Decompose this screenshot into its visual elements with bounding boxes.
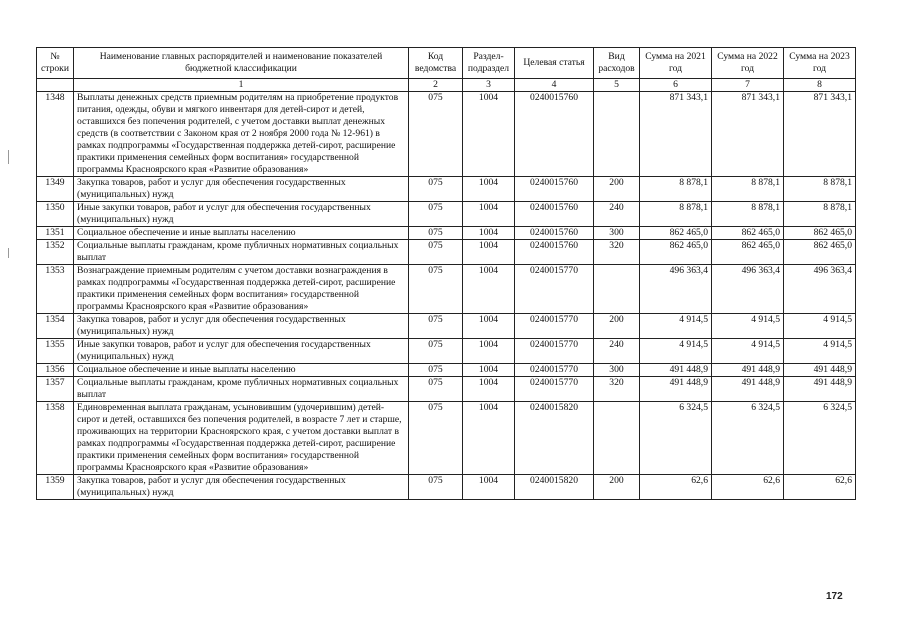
table-row (37, 92, 856, 177)
column-number: 3 (463, 79, 515, 92)
row-number: 1351 (37, 227, 74, 240)
row-expense-type (594, 265, 640, 314)
row-sum-2023: 862 465,0 (784, 227, 856, 240)
header-department-code: Код ведомства (409, 48, 463, 79)
row-name: Социальное обеспечение и иные выплаты населению (74, 227, 409, 240)
row-number: 1356 (37, 364, 74, 377)
table-row (37, 240, 856, 265)
header-name: Наименование главных распорядителей и наименование показателей бюджетной классификации (74, 48, 409, 79)
row-sum-2023: 4 914,5 (784, 339, 856, 364)
row-sum-2023: 8 878,1 (784, 202, 856, 227)
row-sum-2021: 491 448,9 (640, 364, 712, 377)
row-sum-2022: 62,6 (712, 475, 784, 500)
row-expense-type: 320 (594, 377, 640, 402)
row-sum-2021: 491 448,9 (640, 377, 712, 402)
row-section: 1004 (463, 227, 515, 240)
row-target-article: 0240015770 (515, 364, 594, 377)
row-sum-2021: 6 324,5 (640, 402, 712, 475)
row-sum-2022: 496 363,4 (712, 265, 784, 314)
row-target-article: 0240015770 (515, 377, 594, 402)
row-name: Иные закупки товаров, работ и услуг для обеспечения государственных (муниципальных) нужд (74, 339, 409, 364)
row-department-code: 075 (409, 177, 463, 202)
row-sum-2021: 62,6 (640, 475, 712, 500)
row-target-article: 0240015760 (515, 177, 594, 202)
table-row (37, 402, 856, 475)
row-sum-2022: 491 448,9 (712, 364, 784, 377)
row-target-article: 0240015770 (515, 314, 594, 339)
row-number: 1353 (37, 265, 74, 314)
table-row (37, 377, 856, 402)
row-sum-2022: 6 324,5 (712, 402, 784, 475)
table-row (37, 475, 856, 500)
row-target-article: 0240015760 (515, 227, 594, 240)
row-sum-2021: 871 343,1 (640, 92, 712, 177)
row-department-code: 075 (409, 240, 463, 265)
row-department-code: 075 (409, 92, 463, 177)
row-number: 1349 (37, 177, 74, 202)
page-number: 172 (826, 591, 843, 602)
header-row-number: № строки (37, 48, 74, 79)
row-number: 1348 (37, 92, 74, 177)
row-target-article: 0240015760 (515, 92, 594, 177)
scan-edge-mark (8, 248, 9, 258)
row-target-article: 0240015760 (515, 202, 594, 227)
row-expense-type: 200 (594, 177, 640, 202)
row-number: 1354 (37, 314, 74, 339)
row-department-code: 075 (409, 402, 463, 475)
column-number: 5 (594, 79, 640, 92)
header-sum-2022: Сумма на 2022 год (712, 48, 784, 79)
row-sum-2023: 862 465,0 (784, 240, 856, 265)
table-header-row (37, 48, 856, 79)
row-sum-2023: 62,6 (784, 475, 856, 500)
column-number: 8 (784, 79, 856, 92)
row-section: 1004 (463, 364, 515, 377)
row-sum-2023: 491 448,9 (784, 377, 856, 402)
row-sum-2021: 862 465,0 (640, 240, 712, 265)
row-name: Вознаграждение приемным родителям с учетом доставки вознаграждения в рамках подпрограммы «Государственная поддержка детей-сирот, расширение практики применения семейных форм воспитания» государственной программы Красноярского края «Развитие образования» (74, 265, 409, 314)
table-row (37, 339, 856, 364)
row-name: Социальные выплаты гражданам, кроме публичных нормативных социальных выплат (74, 377, 409, 402)
row-section: 1004 (463, 475, 515, 500)
row-sum-2022: 8 878,1 (712, 202, 784, 227)
row-sum-2022: 4 914,5 (712, 339, 784, 364)
row-expense-type: 300 (594, 227, 640, 240)
row-number: 1358 (37, 402, 74, 475)
row-name: Единовременная выплата гражданам, усыновившим (удочерившим) детей-сирот и детей, оставшихся без попечения родителей, в возрасте 7 лет и старше, проживающих на территории Красноярского края, с учетом доставки выплат в рамках подпрограммы «Государственная поддержка детей-сирот, расширение практики применения семейных форм воспитания» государственной программы Красноярского края «Развитие образования» (74, 402, 409, 475)
row-expense-type: 320 (594, 240, 640, 265)
row-expense-type: 240 (594, 339, 640, 364)
row-target-article: 0240015770 (515, 339, 594, 364)
row-department-code: 075 (409, 339, 463, 364)
row-target-article: 0240015760 (515, 240, 594, 265)
row-expense-type (594, 92, 640, 177)
header-sum-2021: Сумма на 2021 год (640, 48, 712, 79)
column-number: 7 (712, 79, 784, 92)
row-section: 1004 (463, 314, 515, 339)
row-section: 1004 (463, 265, 515, 314)
header-section: Раздел-подраздел (463, 48, 515, 79)
column-number: 4 (515, 79, 594, 92)
row-sum-2022: 862 465,0 (712, 240, 784, 265)
row-sum-2022: 4 914,5 (712, 314, 784, 339)
header-target-article: Целевая статья (515, 48, 594, 79)
row-name: Закупка товаров, работ и услуг для обеспечения государственных (муниципальных) нужд (74, 314, 409, 339)
row-department-code: 075 (409, 265, 463, 314)
row-expense-type (594, 402, 640, 475)
row-expense-type: 300 (594, 364, 640, 377)
header-expense-type: Вид расходов (594, 48, 640, 79)
table-row (37, 227, 856, 240)
row-target-article: 0240015820 (515, 475, 594, 500)
row-name: Иные закупки товаров, работ и услуг для обеспечения государственных (муниципальных) нужд (74, 202, 409, 227)
row-number: 1359 (37, 475, 74, 500)
row-sum-2022: 871 343,1 (712, 92, 784, 177)
table-row (37, 265, 856, 314)
row-department-code: 075 (409, 377, 463, 402)
row-name: Закупка товаров, работ и услуг для обеспечения государственных (муниципальных) нужд (74, 177, 409, 202)
row-sum-2023: 8 878,1 (784, 177, 856, 202)
row-section: 1004 (463, 177, 515, 202)
row-sum-2022: 862 465,0 (712, 227, 784, 240)
table-row (37, 364, 856, 377)
table-row (37, 314, 856, 339)
row-name: Социальные выплаты гражданам, кроме публичных нормативных социальных выплат (74, 240, 409, 265)
row-section: 1004 (463, 202, 515, 227)
row-section: 1004 (463, 339, 515, 364)
row-name: Закупка товаров, работ и услуг для обеспечения государственных (муниципальных) нужд (74, 475, 409, 500)
column-numbers-row (37, 79, 856, 92)
row-expense-type: 200 (594, 475, 640, 500)
row-expense-type: 200 (594, 314, 640, 339)
header-sum-2023: Сумма на 2023 год (784, 48, 856, 79)
row-department-code: 075 (409, 314, 463, 339)
row-sum-2021: 496 363,4 (640, 265, 712, 314)
row-sum-2022: 8 878,1 (712, 177, 784, 202)
row-sum-2023: 491 448,9 (784, 364, 856, 377)
row-sum-2021: 8 878,1 (640, 202, 712, 227)
row-section: 1004 (463, 92, 515, 177)
column-number: 2 (409, 79, 463, 92)
row-number: 1357 (37, 377, 74, 402)
row-department-code: 075 (409, 227, 463, 240)
row-section: 1004 (463, 240, 515, 265)
row-sum-2023: 871 343,1 (784, 92, 856, 177)
row-department-code: 075 (409, 202, 463, 227)
row-sum-2023: 6 324,5 (784, 402, 856, 475)
table-row (37, 177, 856, 202)
row-sum-2021: 4 914,5 (640, 339, 712, 364)
row-section: 1004 (463, 402, 515, 475)
row-name: Социальное обеспечение и иные выплаты населению (74, 364, 409, 377)
column-number (37, 79, 74, 92)
row-department-code: 075 (409, 475, 463, 500)
row-sum-2021: 862 465,0 (640, 227, 712, 240)
row-number: 1350 (37, 202, 74, 227)
row-number: 1355 (37, 339, 74, 364)
column-number: 6 (640, 79, 712, 92)
row-sum-2021: 4 914,5 (640, 314, 712, 339)
row-sum-2022: 491 448,9 (712, 377, 784, 402)
column-number: 1 (74, 79, 409, 92)
row-number: 1352 (37, 240, 74, 265)
row-section: 1004 (463, 377, 515, 402)
budget-table (36, 47, 856, 500)
table-row (37, 202, 856, 227)
row-sum-2021: 8 878,1 (640, 177, 712, 202)
scan-edge-mark (8, 150, 9, 164)
row-target-article: 0240015820 (515, 402, 594, 475)
row-sum-2023: 496 363,4 (784, 265, 856, 314)
row-target-article: 0240015770 (515, 265, 594, 314)
row-expense-type: 240 (594, 202, 640, 227)
row-name: Выплаты денежных средств приемным родителям на приобретение продуктов питания, одежды, обуви и мягкого инвентаря для детей-сирот и детей, оставшихся без попечения родителей, с учетом доставки выплат денежных средств (в соответствии с Законом края от 2 ноября 2000 года № 12-961) в рамках подпрограммы «Государственная поддержка детей-сирот, расширение практики применения семейных форм воспитания» государственной программы Красноярского края «Развитие образования» (74, 92, 409, 177)
row-sum-2023: 4 914,5 (784, 314, 856, 339)
row-department-code: 075 (409, 364, 463, 377)
